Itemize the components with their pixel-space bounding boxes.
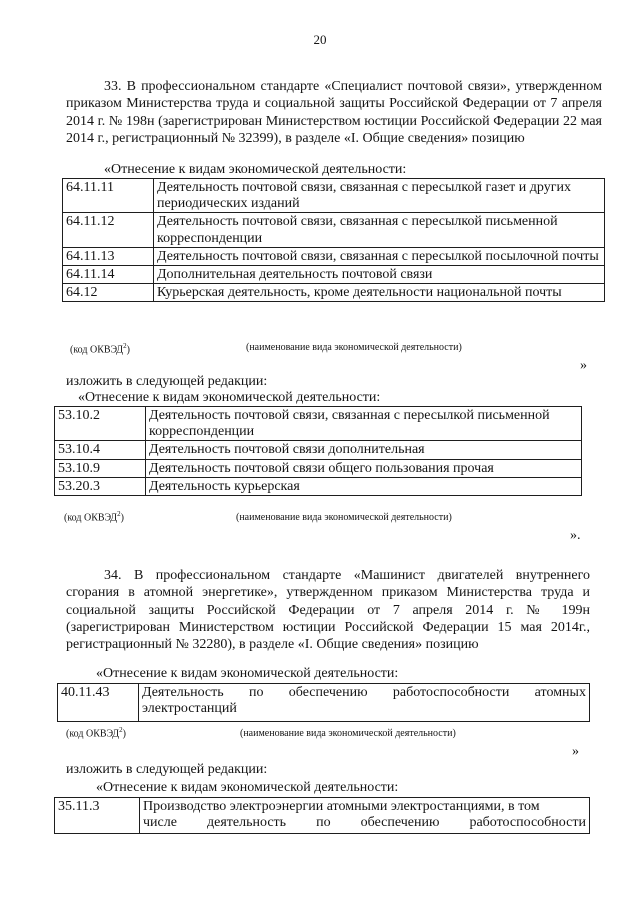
okved-code-cell: 64.12 <box>63 284 154 302</box>
activity-name-word: обеспечению <box>288 685 368 700</box>
activity-name-cell: Деятельность почтовой связи, связанная с пересылкой посылочной почты <box>154 247 605 265</box>
activity-name-word: числе <box>143 815 177 831</box>
activity-name-word: по <box>248 685 264 700</box>
okved-code-caption: (код ОКВЭД$^2$) <box>66 726 126 740</box>
activity-name-word: атомных <box>534 685 586 700</box>
okved-code-caption: (код ОКВЭД$^2$) <box>70 342 130 356</box>
table-row <box>58 684 590 722</box>
okved-table-old <box>62 178 605 302</box>
section-34-paragraph: 34. В профессиональном стандарте «Машинист двигателей внутреннего сгорания в атомной энергетике», утвержденном приказом Министерства труда и социальной защиты Российской Федерации от 7 апреля 2014 г. № 199н (зарегистрирован Министерством юстиции Российской Федерации 15 мая 2014г., регистрационный № 32280), в разделе «I. Общие сведения» позицию <box>66 568 590 653</box>
activity-name-cell <box>139 684 590 722</box>
activity-name-word: работоспособности <box>469 815 586 831</box>
activity-name-cell: Деятельность почтовой связи, связанная с пересылкой газет и других периодических изданий <box>154 179 605 213</box>
activity-name-cell: Деятельность почтовой связи, связанная с пересылкой письменной корреспонденции <box>146 407 582 441</box>
activity-name-caption: (наименование вида экономической деятельности) <box>240 728 456 739</box>
okved-code-cell: 64.11.14 <box>63 266 154 284</box>
table-row <box>63 213 605 247</box>
section-33-paragraph: 33. В профессиональном стандарте «Специалист почтовой связи», утвержденном приказом Министерства труда и социальной защиты Российской Федерации от 7 апреля 2014 г. № 198н (зарегистрирован Министерством юстиции Российской Федерации 22 мая 2014 г., регистрационный № 32399), в разделе «I. Общие сведения» позицию <box>66 79 602 146</box>
closing-quote: ». <box>570 528 581 543</box>
activity-name-cell: Курьерская деятельность, кроме деятельности национальной почты <box>154 284 605 302</box>
statement-text: изложить в следующей редакции: <box>66 374 268 389</box>
okved-code-cell: 35.11.3 <box>55 798 140 834</box>
page-number: 20 <box>313 32 327 47</box>
activity-name-line: Производство электроэнергии атомными электростанциями, в том <box>143 799 540 814</box>
activity-name-line <box>143 815 586 831</box>
okved-code-caption: (код ОКВЭД$^2$) <box>64 510 124 524</box>
activity-name-line <box>142 685 586 701</box>
okved-code-cell: 53.10.4 <box>55 441 146 459</box>
table-row <box>55 441 582 459</box>
okved-code-cell: 53.10.2 <box>55 407 146 441</box>
activity-name-cell: Дополнительная деятельность почтовой связи <box>154 266 605 284</box>
activity-name-cell <box>140 798 590 834</box>
okved-code-cell: 64.11.12 <box>63 213 154 247</box>
table-row <box>63 247 605 265</box>
table-row <box>55 459 582 477</box>
section-33-intro: «Отнесение к видам экономической деятельности: <box>104 162 407 177</box>
table-row <box>63 266 605 284</box>
activity-name-line: электростанций <box>142 701 237 717</box>
section-34-intro: «Отнесение к видам экономической деятельности: <box>96 666 399 681</box>
section-33-intro-new: «Отнесение к видам экономической деятельности: <box>78 390 381 405</box>
okved-code-cell: 53.20.3 <box>55 477 146 495</box>
okved-table-new <box>54 406 582 496</box>
table-row <box>63 179 605 213</box>
section-34-intro-new: «Отнесение к видам экономической деятельности: <box>96 780 399 795</box>
activity-name-cell: Деятельность курьерская <box>146 477 582 495</box>
statement-text: изложить в следующей редакции: <box>66 762 268 777</box>
okved-code-cell: 64.11.11 <box>63 179 154 213</box>
activity-name-word: деятельность <box>207 815 287 831</box>
activity-name-cell: Деятельность почтовой связи, связанная с пересылкой письменной корреспонденции <box>154 213 605 247</box>
closing-quote: » <box>572 744 579 759</box>
okved-code-cell: 64.11.13 <box>63 247 154 265</box>
activity-name-word: работоспособности <box>392 685 510 700</box>
table-row <box>63 284 605 302</box>
activity-name-cell: Деятельность почтовой связи общего пользования прочая <box>146 459 582 477</box>
table-row <box>55 407 582 441</box>
okved-table-new-34 <box>54 797 590 834</box>
table-row <box>55 798 590 834</box>
table-row <box>55 477 582 495</box>
closing-quote: » <box>580 358 587 373</box>
okved-table-old-34 <box>57 683 590 722</box>
activity-name-word: Деятельность <box>142 685 224 700</box>
activity-name-caption: (наименование вида экономической деятельности) <box>236 512 452 523</box>
activity-name-cell: Деятельность почтовой связи дополнительная <box>146 441 582 459</box>
activity-name-word: по <box>316 815 331 831</box>
okved-code-cell: 40.11.43 <box>58 684 139 722</box>
okved-code-cell: 53.10.9 <box>55 459 146 477</box>
activity-name-word: обеспечению <box>360 815 440 831</box>
activity-name-caption: (наименование вида экономической деятельности) <box>246 342 462 353</box>
